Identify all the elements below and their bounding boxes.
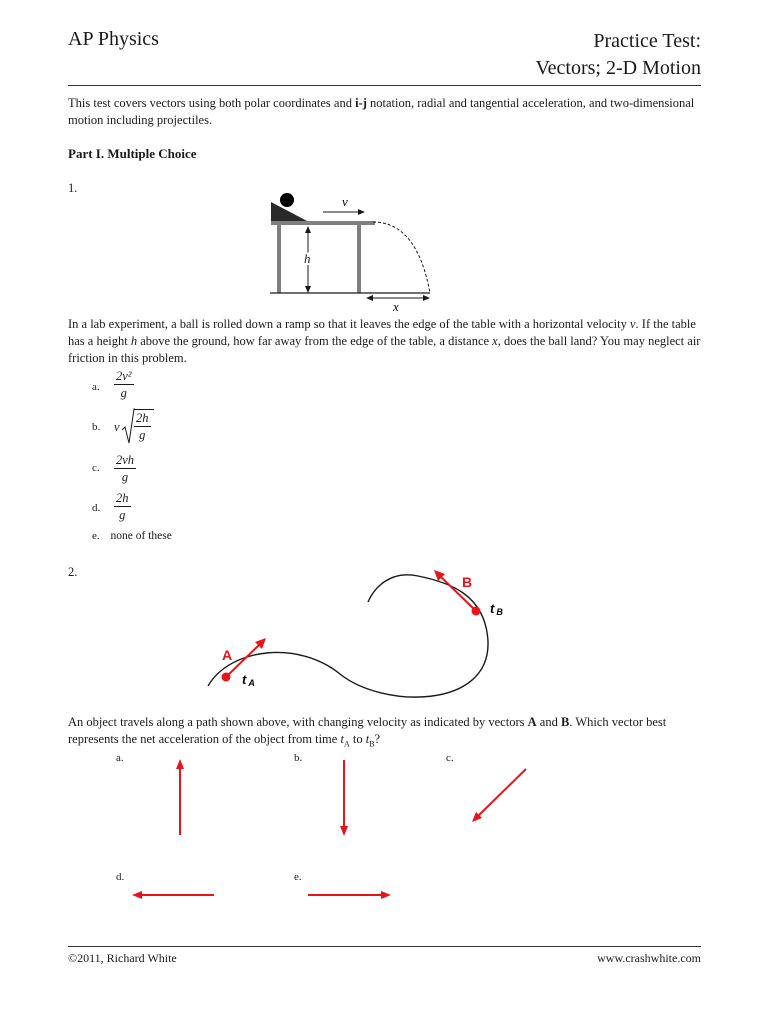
table-leg-left (277, 225, 281, 293)
height-arrowhead-bottom (305, 286, 311, 293)
q1-text-part: In a lab experiment, a ball is rolled down a ramp so that it leaves the edge of the table with a horizontal velocity (68, 317, 630, 331)
question-2-text (68, 714, 708, 753)
time-a-t: t (242, 672, 247, 687)
q2-time-b: t (365, 732, 370, 746)
projectile-table-diagram (265, 188, 445, 313)
option-c-diagonal-arrow[interactable] (472, 769, 526, 822)
q2-option-c-letter[interactable]: c. (446, 752, 454, 764)
option-d-left-arrow[interactable] (132, 891, 214, 899)
test-title (535, 28, 701, 82)
option-letter: b. (92, 421, 101, 433)
distance-arrowhead-right (423, 295, 430, 301)
time-b-label (490, 601, 503, 617)
q1-var-x: x (492, 334, 498, 348)
q2-time-b-sub: B (369, 739, 375, 749)
option-letter: e. (92, 530, 100, 542)
vector-a-label: A (222, 647, 233, 663)
sqrt-radical-icon (121, 408, 135, 446)
q2-text-part: ? (374, 732, 381, 746)
q2-option-e-letter[interactable]: e. (294, 871, 302, 883)
q2-text-part: An object travels along a path shown above, with changing velocity as indicated by vectors (68, 715, 528, 729)
q1-option-e[interactable] (92, 530, 172, 542)
fraction-numerator: 2h (116, 491, 129, 505)
q2-text-part: to (349, 732, 366, 746)
course-title: AP Physics (68, 28, 159, 50)
option-b-prefix: v (114, 420, 120, 434)
velocity-arrowhead (358, 209, 365, 215)
time-b-sub: B (496, 607, 503, 617)
distance-label: x (393, 299, 399, 313)
option-a-up-arrow[interactable] (176, 759, 184, 835)
intro-text-1: This test covers vectors using both polar coordinates and (68, 96, 356, 110)
question-1-text (68, 316, 708, 367)
fraction-numerator: 2h (136, 411, 149, 425)
q1-text-part: . If the table has a height (68, 317, 696, 348)
part-title: Part I. Multiple Choice (68, 146, 197, 161)
test-title-line2: Vectors; 2-D Motion (535, 57, 701, 79)
option-d-fraction (114, 490, 131, 523)
answer-vectors (120, 750, 560, 910)
q2-text-part: . Which vector best represents the net acceleration of the object from time (68, 715, 667, 746)
footer-divider (68, 946, 701, 947)
q2-time-a: t (340, 732, 344, 746)
q2-time-a-sub: A (343, 739, 350, 749)
fraction-denominator: g (121, 470, 129, 484)
q2-option-a-letter[interactable]: a. (116, 752, 124, 764)
footer-copyright: ©2011, Richard White (68, 951, 177, 965)
fraction-numerator: 2v² (116, 369, 132, 383)
option-b-down-arrow[interactable] (340, 760, 348, 836)
option-letter: d. (92, 502, 101, 514)
vector-b-label: B (462, 574, 473, 590)
distance-arrowhead-left (366, 295, 373, 301)
velocity-label: v (342, 194, 348, 209)
option-e-right-arrow[interactable] (308, 891, 391, 899)
time-a-label (242, 672, 255, 688)
q1-text-part: above the ground, how far away from the edge of the table, a distance (137, 334, 493, 348)
q1-var-v: v (629, 317, 636, 331)
q1-var-h: h (130, 334, 138, 348)
q1-text-part: , does the ball land? You may neglect air friction in this problem. (68, 334, 701, 365)
fraction-numerator: 2vh (116, 453, 135, 467)
option-letter: c. (92, 462, 100, 474)
intro-paragraph (68, 95, 708, 129)
header-divider (68, 85, 701, 86)
ball-shape (280, 193, 294, 207)
time-b-t: t (490, 601, 495, 616)
fraction-denominator: g (120, 386, 127, 400)
option-e-text: none of these (110, 530, 172, 542)
option-a-fraction (114, 368, 134, 401)
question-1-number: 1. (68, 181, 78, 195)
q2-option-b-letter[interactable]: b. (294, 752, 303, 764)
q2-option-d-letter[interactable]: d. (116, 871, 125, 883)
option-letter: a. (92, 381, 100, 393)
intro-text-2: notation, radial and tangential acceleration, and two-dimensional motion including projectiles. (68, 96, 695, 127)
q2-text-part: and (536, 715, 561, 729)
option-b-fraction (134, 410, 151, 443)
question-2-number: 2. (68, 565, 78, 579)
footer-website-link[interactable]: www.crashwhite.com (597, 951, 701, 965)
intro-ij: i-j (355, 96, 367, 110)
q2-vector-b: B (560, 715, 570, 729)
curved-path-diagram (200, 560, 510, 710)
fraction-denominator: g (139, 428, 146, 442)
fraction-denominator: g (119, 508, 126, 522)
option-c-fraction (114, 452, 136, 485)
height-arrowhead-top (305, 226, 311, 233)
table-leg-right (357, 225, 361, 293)
height-label: h (304, 251, 311, 266)
test-title-line1: Practice Test: (593, 30, 701, 52)
table-top (271, 221, 375, 225)
trajectory-dashed (373, 222, 430, 293)
time-a-sub: A (248, 678, 255, 688)
q2-vector-a: A (527, 715, 537, 729)
